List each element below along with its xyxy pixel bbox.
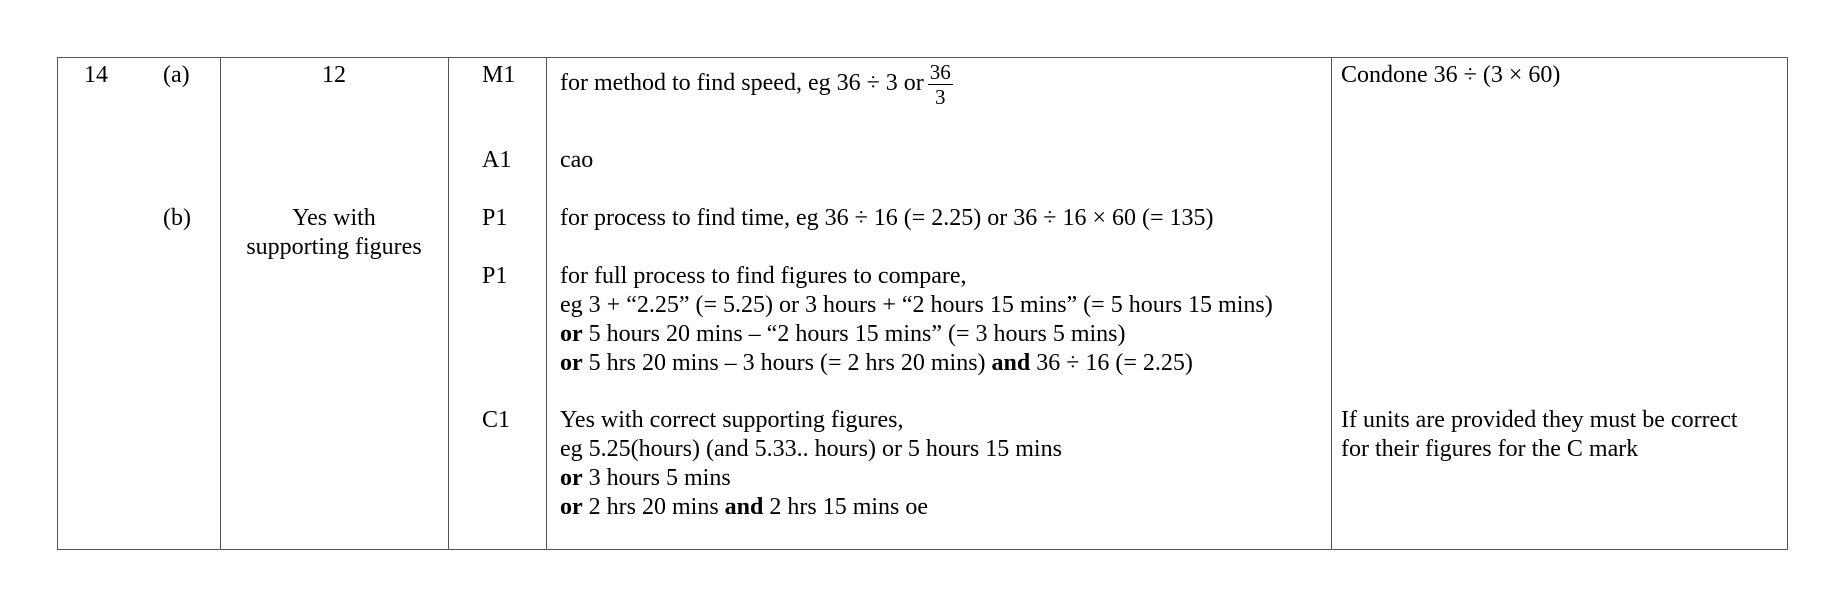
note-line: for their figures for the C mark (1341, 436, 1639, 462)
mark-line-text: 5 hours 20 mins – “2 hours 15 mins” (= 3 hours 5 mins) (582, 321, 1126, 347)
column-divider (448, 58, 449, 549)
part-a-answer: 12 (322, 62, 346, 88)
mark-description-p1-full (560, 262, 1273, 378)
part-b-label: (b) (163, 205, 191, 231)
column-divider (546, 58, 547, 549)
mark-code: M1 (482, 62, 516, 88)
mark-code: A1 (482, 147, 512, 173)
question-number: 14 (84, 62, 108, 88)
mark-line: for full process to find figures to compare, (560, 263, 967, 289)
mark-line (560, 464, 1062, 493)
mark-line: eg 3 + “2.25” (= 5.25) or 3 hours + “2 hours 15 mins” (= 5 hours 15 mins) (560, 292, 1273, 318)
mark-line: eg 5.25(hours) (and 5.33.. hours) or 5 hours 15 mins (560, 436, 1062, 462)
mark-line-text: 5 hrs 20 mins – 3 hours (= 2 hrs 20 mins) (582, 350, 992, 376)
mark-line: Yes with correct supporting figures, (560, 407, 904, 433)
part-a-label: (a) (163, 62, 190, 88)
mark-line (560, 349, 1273, 378)
fraction-numerator: 36 (929, 60, 951, 84)
note-condone: Condone 36 ÷ (3 × 60) (1341, 62, 1561, 88)
column-divider (1331, 58, 1332, 549)
mark-line (560, 493, 1062, 522)
mark-code: P1 (482, 263, 508, 289)
mark-code: C1 (482, 407, 511, 433)
mark-line-text: 2 hrs 20 mins (582, 494, 725, 520)
bold-connector: and (991, 350, 1031, 376)
bold-connector: and (724, 494, 764, 520)
note-units (1341, 406, 1738, 464)
mark-line-text: 2 hrs 15 mins oe (763, 494, 929, 520)
note-line: If units are provided they must be correct (1341, 407, 1738, 433)
part-b-answer-line1: Yes with (292, 205, 376, 231)
mark-line-text: 36 ÷ 16 (= 2.25) (1030, 350, 1193, 376)
mark-code: P1 (482, 205, 508, 231)
mark-description-a1: cao (560, 147, 594, 173)
column-divider (220, 58, 221, 549)
part-b-answer (220, 204, 448, 262)
mark-line (560, 320, 1273, 349)
fraction (928, 60, 953, 109)
bold-connector: or (560, 494, 583, 520)
bold-connector: or (560, 465, 583, 491)
bold-connector: or (560, 350, 583, 376)
fraction-denominator: 3 (935, 85, 946, 109)
bold-connector: or (560, 321, 583, 347)
mark-text: for method to find speed, eg 36 ÷ 3 or (560, 70, 924, 97)
mark-description-c1 (560, 406, 1062, 522)
mark-description-p1: for process to find time, eg 36 ÷ 16 (= 2.25) or 36 ÷ 16 × 60 (= 135) (560, 205, 1214, 231)
mark-line-text: 3 hours 5 mins (582, 465, 731, 491)
mark-description-m1 (560, 60, 953, 109)
part-b-answer-line2: supporting figures (246, 234, 422, 260)
